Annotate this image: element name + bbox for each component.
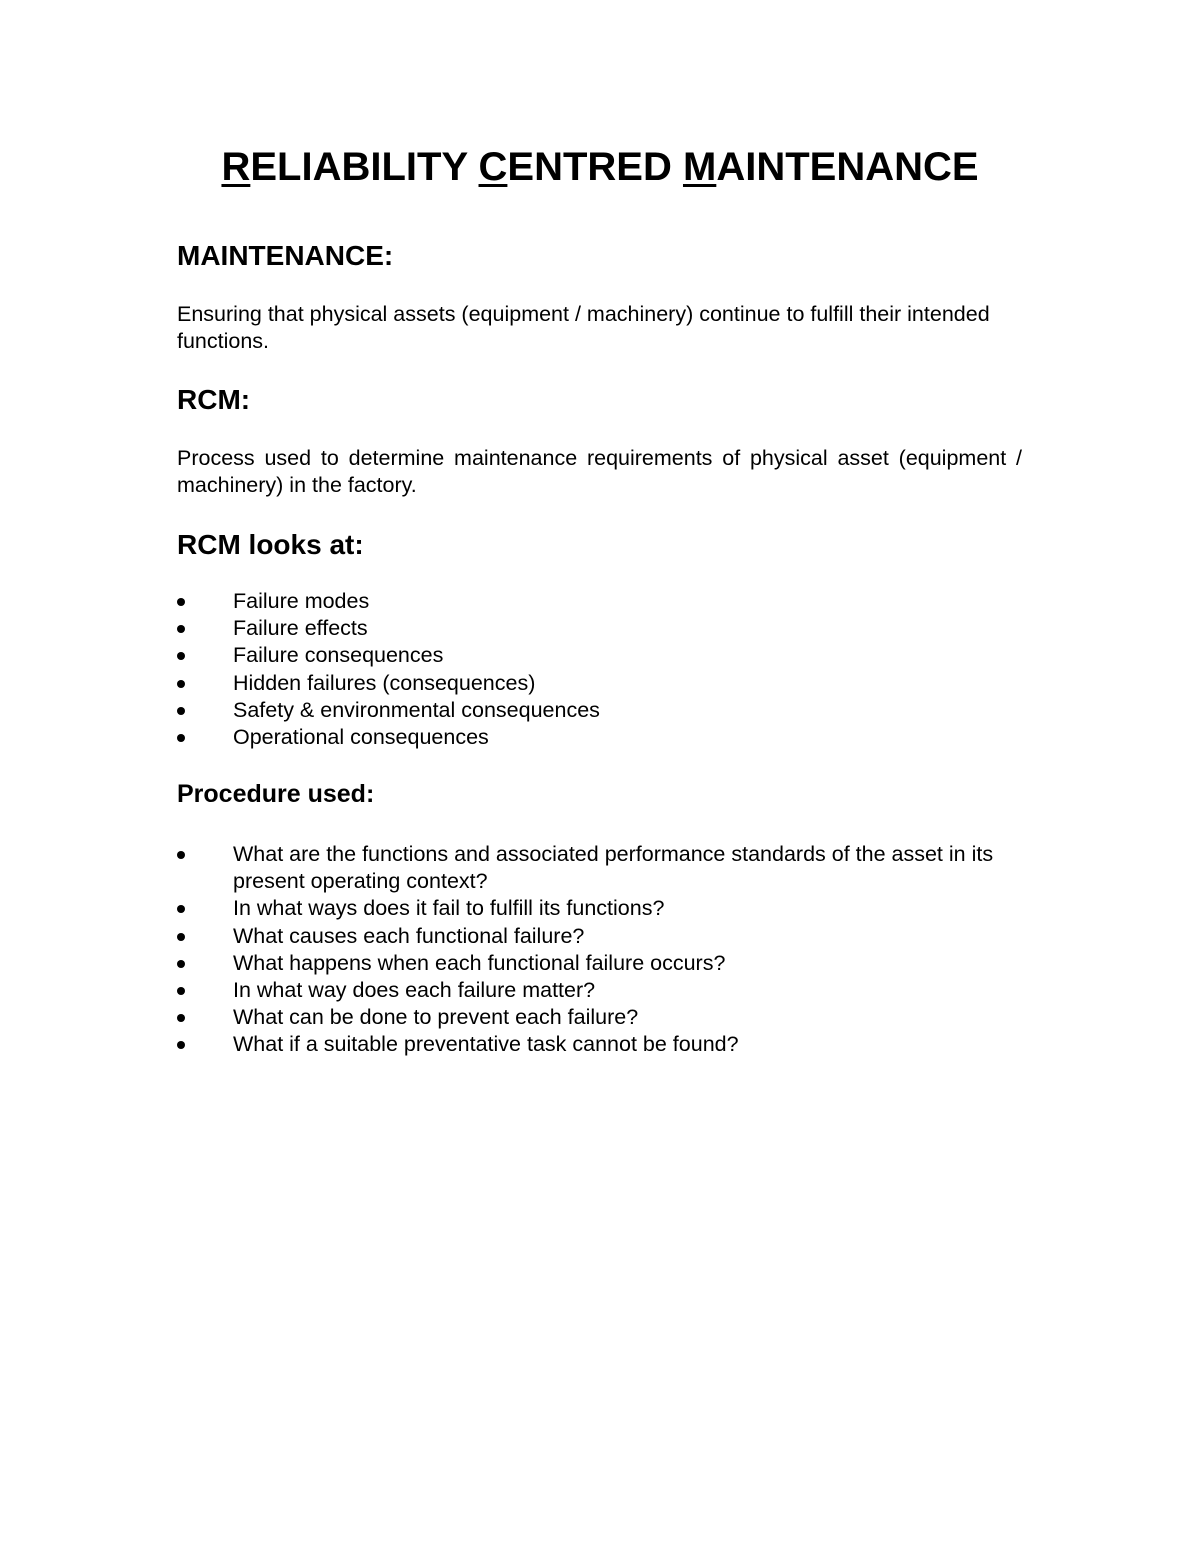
title-word-centred: ENTRED: [507, 145, 683, 189]
title-word-maintenance: AINTENANCE: [716, 145, 979, 189]
bullet-icon: [177, 933, 185, 941]
list-item: Safety & environmental consequences: [177, 697, 1022, 724]
list-item: Operational consequences: [177, 724, 1022, 751]
list-item: What are the functions and associated performance standards of the asset in its present operating context?: [177, 841, 1022, 895]
bullet-icon: [177, 987, 185, 995]
bullet-icon: [177, 851, 185, 859]
title-initial-c: C: [478, 145, 508, 189]
list-item: Hidden failures (consequences): [177, 670, 1022, 697]
procedure-used-list: [177, 841, 1022, 1059]
rcm-definition: Process used to determine maintenance requirements of physical asset (equipment / machinery) in the factory.: [177, 446, 1022, 497]
rcm-heading: RCM:: [177, 384, 251, 415]
list-item: What if a suitable preventative task cannot be found?: [177, 1031, 1022, 1058]
list-item: What can be done to prevent each failure?: [177, 1004, 1022, 1031]
list-item: Failure consequences: [177, 642, 1022, 669]
list-item: What causes each functional failure?: [177, 923, 1022, 950]
maintenance-definition: Ensuring that physical assets (equipment / machinery) continue to fulfill their intended functions.: [177, 302, 990, 353]
bullet-icon: [177, 680, 185, 688]
list-item: Failure effects: [177, 615, 1022, 642]
bullet-icon: [177, 734, 185, 742]
bullet-icon: [177, 707, 185, 715]
list-item: In what ways does it fail to fulfill its functions?: [177, 895, 1022, 922]
bullet-icon: [177, 1014, 185, 1022]
bullet-icon: [177, 960, 185, 968]
bullet-icon: [177, 905, 185, 913]
list-item: What happens when each functional failure occurs?: [177, 950, 1022, 977]
rcm-looks-at-heading: RCM looks at:: [177, 529, 364, 560]
title-word-reliability: ELIABILITY: [250, 145, 479, 189]
rcm-looks-at-list: [177, 588, 1022, 751]
list-item: In what way does each failure matter?: [177, 977, 1022, 1004]
title-initial-m: M: [682, 145, 717, 189]
bullet-icon: [177, 652, 185, 660]
document-title: [0, 142, 1200, 192]
bullet-icon: [177, 625, 185, 633]
bullet-icon: [177, 598, 185, 606]
maintenance-heading: MAINTENANCE:: [177, 240, 394, 271]
procedure-used-heading: Procedure used:: [177, 780, 375, 808]
title-initial-r: R: [221, 145, 251, 189]
list-item: Failure modes: [177, 588, 1022, 615]
bullet-icon: [177, 1041, 185, 1049]
